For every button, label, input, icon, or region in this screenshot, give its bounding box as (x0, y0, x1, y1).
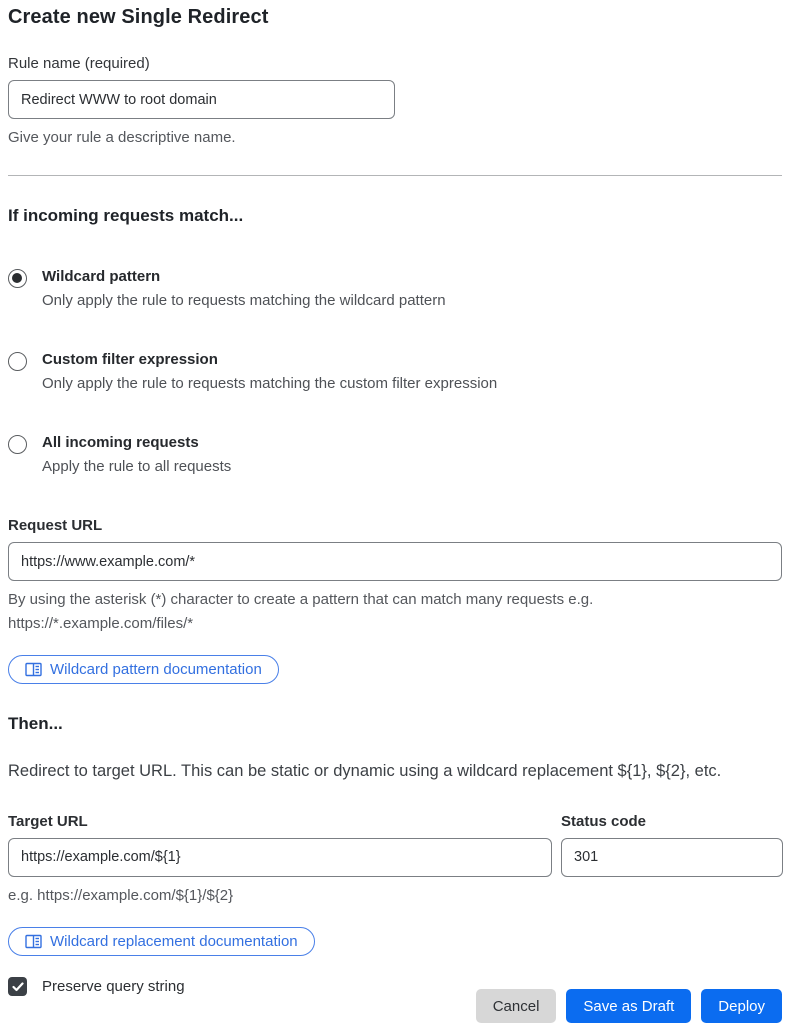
request-url-help: By using the asterisk (*) character to create a pattern that can match many requests e.g. https://*.example.com/files/* (8, 591, 594, 632)
rule-name-input[interactable] (8, 80, 395, 119)
then-section-heading: Then... (8, 713, 63, 733)
radio-label: All incoming requests (42, 434, 199, 452)
cancel-button[interactable]: Cancel (476, 989, 557, 1023)
rule-name-help: Give your rule a descriptive name. (8, 129, 236, 146)
radio-label: Wildcard pattern (42, 268, 161, 286)
target-status-row (8, 813, 782, 907)
match-section-heading: If incoming requests match... (8, 206, 244, 226)
radio-unselected-icon[interactable] (8, 352, 27, 371)
then-description: Redirect to target URL. This can be static or dynamic using a wildcard replacement ${1}, ${2}, etc. (8, 761, 722, 780)
radio-description: Only apply the rule to requests matching the custom filter expression (42, 375, 498, 393)
rule-name-label: Rule name (required) (8, 55, 150, 72)
wildcard-replacement-doc-button[interactable] (8, 927, 315, 956)
radio-selected-icon[interactable] (8, 269, 27, 288)
preserve-query-label: Preserve query string (42, 978, 185, 995)
radio-option-custom-filter[interactable] (8, 351, 782, 392)
radio-description: Only apply the rule to requests matching the wildcard pattern (42, 292, 446, 310)
form-actions (476, 989, 782, 1023)
deploy-button[interactable]: Deploy (701, 989, 782, 1023)
target-url-help: e.g. https://example.com/${1}/${2} (8, 886, 234, 904)
doc-button-label: Wildcard pattern documentation (50, 660, 262, 678)
target-url-label: Target URL (8, 812, 88, 830)
status-code-select[interactable] (561, 838, 783, 877)
target-url-input[interactable] (8, 838, 552, 877)
save-as-draft-button[interactable]: Save as Draft (566, 989, 691, 1023)
request-url-label: Request URL (8, 517, 103, 535)
radio-option-all-requests[interactable] (8, 434, 782, 475)
radio-description: Apply the rule to all requests (42, 458, 232, 476)
checkbox-checked-icon[interactable] (8, 977, 27, 996)
request-url-input[interactable] (8, 542, 782, 581)
radio-label: Custom filter expression (42, 351, 218, 369)
section-divider (8, 175, 782, 176)
radio-unselected-icon[interactable] (8, 435, 27, 454)
radio-option-wildcard-pattern[interactable] (8, 268, 782, 309)
doc-button-label: Wildcard replacement documentation (50, 933, 298, 950)
match-options-group (8, 268, 782, 475)
wildcard-pattern-doc-button[interactable] (8, 655, 279, 684)
open-book-icon (25, 934, 42, 949)
page-title: Create new Single Redirect (8, 6, 269, 28)
status-code-value: 301 (574, 849, 599, 866)
status-code-label: Status code (561, 812, 647, 830)
open-book-icon (25, 662, 42, 677)
